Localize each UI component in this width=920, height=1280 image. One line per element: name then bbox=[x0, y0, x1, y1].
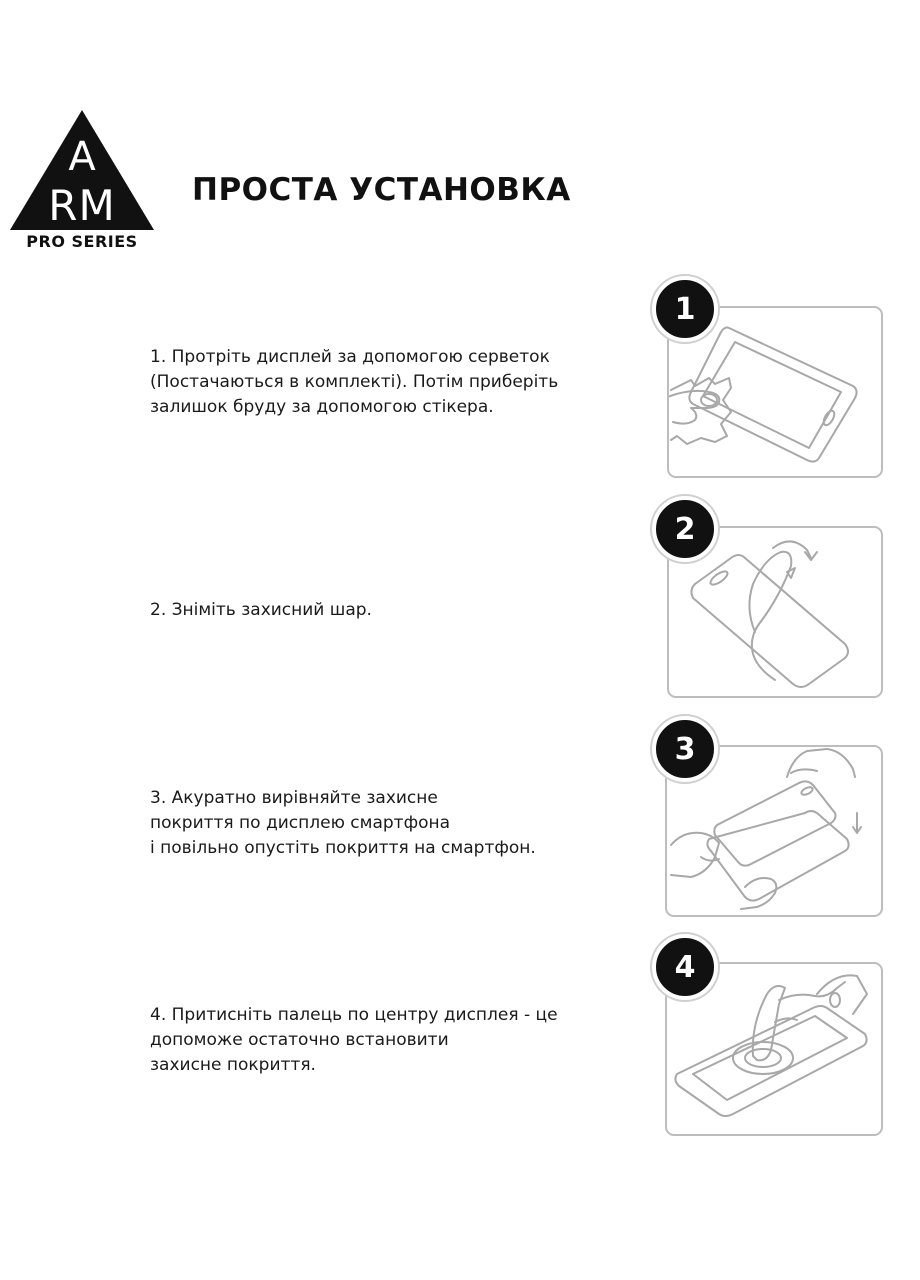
logo-letter-a: A bbox=[68, 134, 96, 180]
step-1-badge: 1 bbox=[652, 276, 718, 342]
logo-triangle-icon bbox=[8, 108, 156, 232]
step-3-badge: 3 bbox=[652, 716, 718, 782]
page-title: ПРОСТА УСТАНОВКА bbox=[192, 172, 571, 208]
logo-caption: PRO SERIES bbox=[26, 232, 138, 251]
step-2-badge: 2 bbox=[652, 496, 718, 562]
step-4-text: 4. Притисніть палець по центру дисплея - це допоможе остаточно встановити захисне покриття. bbox=[150, 1005, 558, 1075]
step-4-badge: 4 bbox=[652, 934, 718, 1000]
arm-logo bbox=[8, 108, 156, 258]
step-2-text: 2. Зніміть захисний шар. bbox=[150, 600, 372, 620]
logo-letters-rm: RM bbox=[48, 181, 116, 230]
step-1-text: 1. Протріть дисплей за допомогою серветок (Постачаються в комплекті). Потім приберіть залишок бруду за допомогою стікера. bbox=[150, 347, 559, 417]
step-3-text: 3. Акуратно вирівняйте захисне покриття по дисплею смартфона і повільно опустіть покриття на смартфон. bbox=[150, 788, 536, 858]
